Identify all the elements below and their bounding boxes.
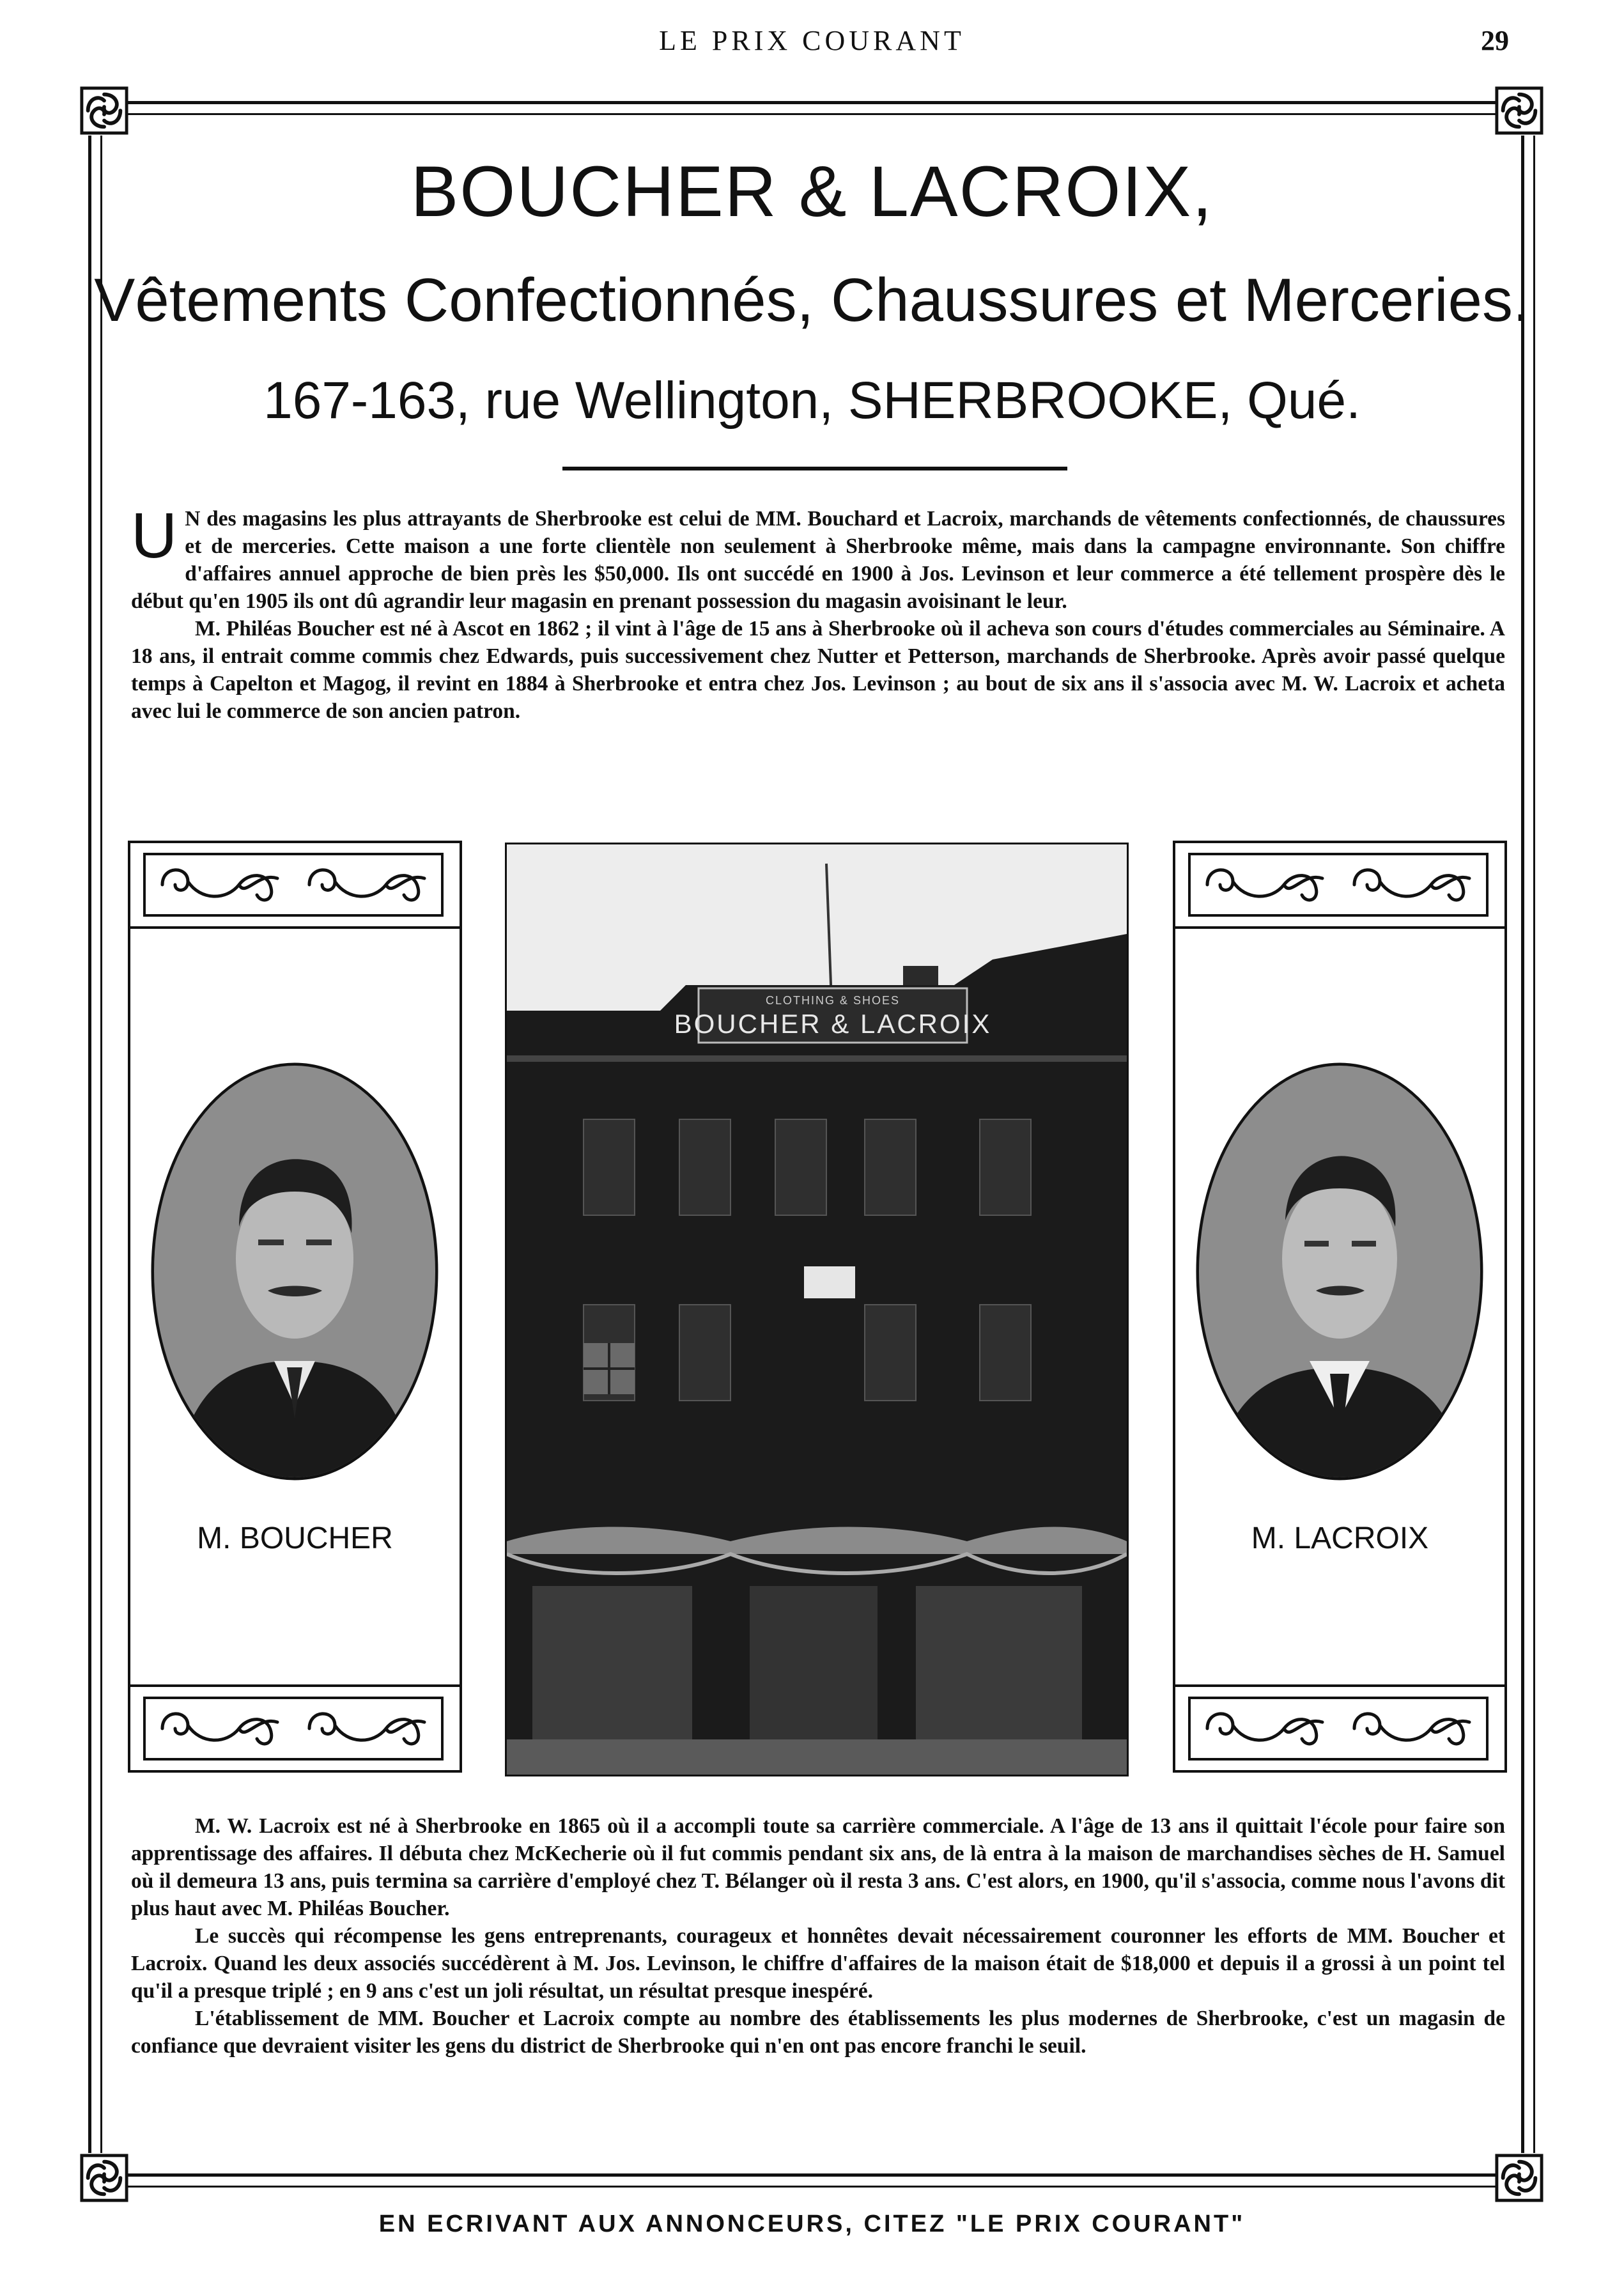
article-paragraph xyxy=(131,500,1505,615)
company-name: BOUCHER & LACROIX, xyxy=(410,152,1214,231)
page-number: 29 xyxy=(1481,25,1509,56)
scroll-ornament-icon xyxy=(143,1697,444,1761)
portrait-panel-lacroix xyxy=(1173,841,1507,1773)
ornament-band-bottom xyxy=(1175,1684,1504,1770)
border-rule-bottom xyxy=(121,2173,1502,2188)
portrait-lacroix-icon xyxy=(1195,1061,1485,1482)
store-building-icon xyxy=(507,844,1127,1775)
border-rule-left xyxy=(88,136,102,2153)
article-paragraph: M. Philéas Boucher est né à Ascot en 1862 ; il vint à l'âge de 15 ans à Sherbrooke où il acheva son cours d'études commerciales au Séminaire. A 18 ans, il entrait comme commis chez Edwards, puis successivement chez Nutter et Petterson, marchands de Sherbrooke. Après avoir passé quelque temps à Capelton et Magog, il revint en 1884 à Sherbrooke et entra chez Jos. Levinson ; au bout de six ans il s'associa avec M. W. Lacroix et acheta avec lui le commerce de son ancien patron. xyxy=(131,617,1505,723)
footer-note: EN ECRIVANT AUX ANNONCEURS, CITEZ "LE PRIX COURANT" xyxy=(378,2211,1246,2237)
article-paragraph: Le succès qui récompense les gens entreprenants, courageux et honnêtes devait nécessairement couronner les efforts de MM. Boucher et Lacroix. Quand les deux associés succédèrent à M. Jos. Levinson, le chiffre d'affaires de la maison était de $18,000 et depuis il a grossi à un point tel qu'il a presque triplé ; en 9 ans c'est un joli résultat, un résultat presque inespéré. xyxy=(131,1924,1505,2003)
drop-cap: U xyxy=(131,500,178,571)
portrait-boucher-icon xyxy=(150,1061,440,1482)
store-photo xyxy=(505,843,1129,1776)
article-text: N des magasins les plus attrayants de Sherbrooke est celui de MM. Bouchard et Lacroix, marchands de vêtements confectionnés, de chaussures et de merceries. Cette maison a une forte clientèle non seulement à Sherbrooke même, mais dans la campagne environnante. Son chiffre d'affaires annuel approche de bien près les $50,000. Ils ont succédé en 1900 à Jos. Levinson et leur commerce a été tellement prospère dès le début qu'en 1905 ils ont dû agrandir leur magasin en prenant possession du magasin avoisinant le leur. xyxy=(131,507,1505,613)
article-top xyxy=(131,500,1505,725)
article-bottom xyxy=(131,1812,1505,2060)
store-sign: BOUCHER & LACROIX xyxy=(674,1009,992,1039)
ornament-band-bottom xyxy=(130,1684,460,1770)
border-rule-right xyxy=(1521,136,1535,2153)
company-trades: Vêtements Confectionnés, Chaussures et Merceries. xyxy=(94,266,1530,334)
portrait-panel-boucher xyxy=(128,841,462,1773)
ornament-band-top xyxy=(130,843,460,929)
running-head xyxy=(0,24,1624,63)
article-paragraph: M. W. Lacroix est né à Sherbrooke en 1865 où il a accompli toute sa carrière commerciale. A l'âge de 13 ans il quittait l'école pour faire son apprentissage des affaires. Il débuta chez McKecherie où il fut commis pendant six ans, de là entra à la maison de marchandises sèches de H. Samuel où il demeura 13 ans, puis termina sa carrière d'employé chez T. Bélanger où il resta 3 ans. C'est alors, en 1900, qu'il s'associa, comme nous l'avons dit plus haut avec M. Philéas Boucher. xyxy=(131,1814,1505,1920)
corner-ornament-icon xyxy=(79,2153,129,2203)
article-paragraph: L'établissement de MM. Boucher et Lacroix compte au nombre des établissements les plus modernes de Sherbrooke, c'est un magasin de confiance que devraient visiter les gens du district de Sherbrooke qui n'en ont pas encore franchi le seuil. xyxy=(131,2007,1505,2058)
corner-ornament-icon xyxy=(79,86,129,136)
running-title: LE PRIX COURANT xyxy=(659,25,965,56)
scroll-ornament-icon xyxy=(1188,1697,1489,1761)
corner-ornament-icon xyxy=(1494,86,1544,136)
scroll-ornament-icon xyxy=(143,853,444,917)
store-sign-small: CLOTHING & SHOES xyxy=(765,994,901,1007)
portrait-caption: M. BOUCHER xyxy=(197,1521,393,1555)
ornament-band-top xyxy=(1175,843,1504,929)
portrait-caption: M. LACROIX xyxy=(1251,1521,1429,1555)
company-address: 167-163, rue Wellington, SHERBROOKE, Qué. xyxy=(263,371,1361,430)
border-rule-top xyxy=(121,101,1502,115)
title-divider xyxy=(562,467,1067,470)
scroll-ornament-icon xyxy=(1188,853,1489,917)
corner-ornament-icon xyxy=(1494,2153,1544,2203)
